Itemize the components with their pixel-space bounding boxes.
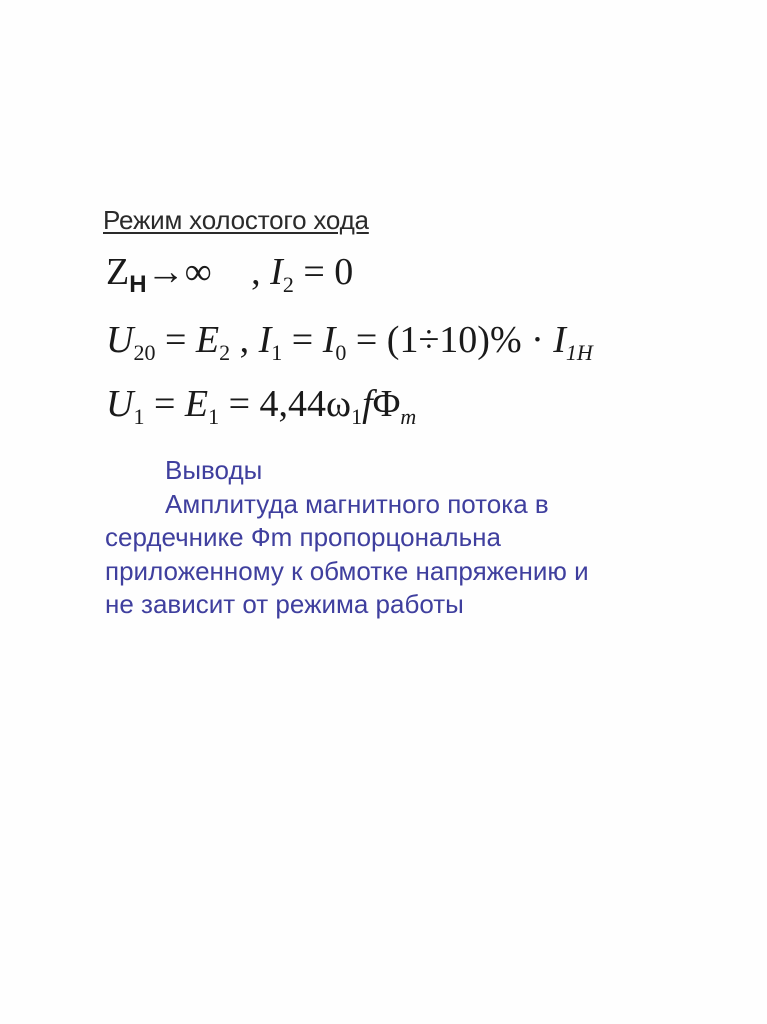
section-heading: Режим холостого хода bbox=[103, 205, 369, 235]
phi-symbol: Φ bbox=[372, 383, 401, 425]
e-subscript: 2 bbox=[219, 340, 231, 365]
equation-voltage-current bbox=[106, 318, 593, 365]
equals: = bbox=[153, 383, 176, 425]
phi-subscript: m bbox=[400, 404, 417, 429]
conclusion-line: Амплитуда магнитного потока в bbox=[165, 488, 549, 519]
u-symbol: U bbox=[106, 383, 134, 425]
u-subscript: 20 bbox=[133, 340, 156, 365]
conclusion-line: сердечнике Фm пропорцональна bbox=[105, 522, 501, 552]
separator: , bbox=[239, 319, 250, 361]
i1h-subscript: 1H bbox=[565, 340, 593, 365]
i-symbol: I bbox=[270, 251, 283, 293]
equals: = bbox=[291, 319, 314, 361]
i0-symbol: I bbox=[322, 319, 336, 361]
i1h-symbol: I bbox=[553, 319, 566, 361]
e-symbol: E bbox=[184, 383, 209, 425]
conclusion-line: приложенному к обмотке напряжению и bbox=[105, 555, 589, 586]
e-subscript: 1 bbox=[208, 404, 220, 429]
omega-subscript: 1 bbox=[351, 404, 363, 429]
equation-load-impedance bbox=[106, 250, 354, 298]
conclusions-block bbox=[105, 454, 685, 622]
i1-symbol: I bbox=[258, 319, 272, 361]
u-subscript: 1 bbox=[133, 404, 145, 429]
coefficient: 4,44ω bbox=[259, 383, 352, 425]
arrow-infinity: →∞ bbox=[146, 251, 212, 293]
conclusions-title: Выводы bbox=[165, 455, 263, 485]
equals: = bbox=[228, 383, 251, 425]
percent-expression: = (1÷10)% · bbox=[355, 319, 544, 361]
u-symbol: U bbox=[106, 319, 134, 361]
i1-subscript: 1 bbox=[271, 340, 283, 365]
equation-emf bbox=[106, 382, 417, 429]
conclusion-line: не зависит от режима работы bbox=[105, 589, 464, 619]
e-symbol: E bbox=[195, 319, 220, 361]
z-symbol: Z bbox=[106, 251, 130, 293]
i0-subscript: 0 bbox=[335, 340, 347, 365]
separator: , bbox=[251, 251, 261, 293]
i-subscript: 2 bbox=[282, 272, 294, 297]
z-subscript: Н bbox=[129, 271, 147, 298]
equals: = bbox=[164, 319, 187, 361]
rhs: = 0 bbox=[303, 251, 354, 293]
f-symbol: f bbox=[362, 383, 373, 425]
